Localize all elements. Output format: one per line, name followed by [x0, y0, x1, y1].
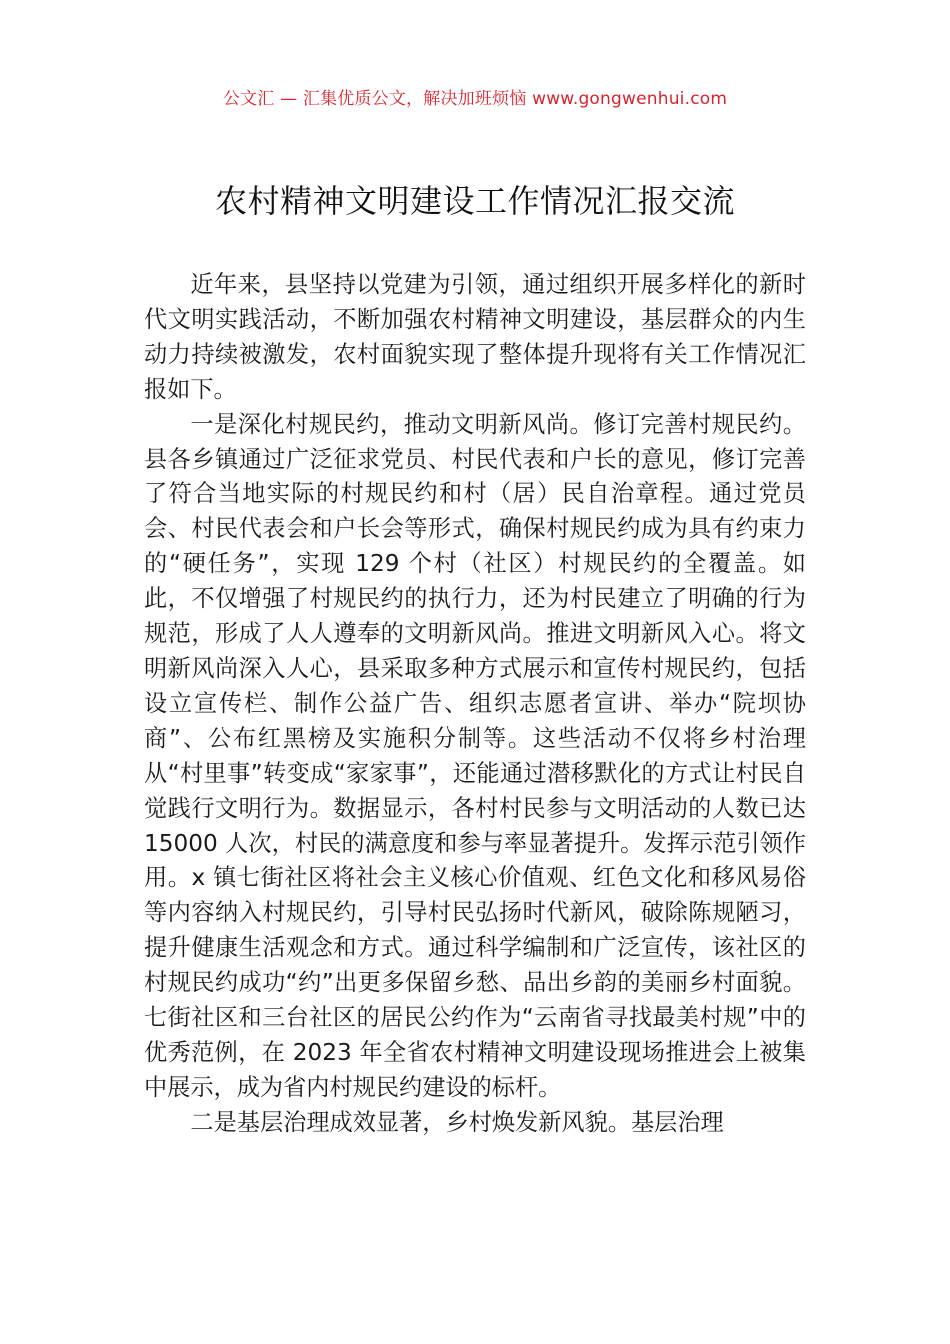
paragraph-intro: 近年来，县坚持以党建为引领，通过组织开展多样化的新时代文明实践活动，不断加强农村精神文明建设，基层群众的内生动力持续被激发，农村面貌实现了整体提升现将有关工作情况汇报如下。 [144, 271, 806, 403]
document-body [144, 268, 806, 1141]
document-title: 农村精神文明建设工作情况汇报交流 [214, 182, 735, 220]
paragraph-village-rules: 一是深化村规民约，推动文明新风尚。修订完善村规民约。县各乡镇通过广泛征求党员、村民代表和户长的意见，修订完善了符合当地实际的村规民约和村（居）民自治章程。通过党员会、村民代表会和户长会等形式，确保村规民约成为具有约束力的“硬任务”，实现 129 个村（社区）村规民约的全覆盖。如此，不仅增强了村规民约的执行力，还为村民建立了明确的行为规范，形成了人人遵奉的文明新风尚。推进文明新风入心。将文明新风尚深入人心，县采取多种方式展示和宣传村规民约，包括设立宣传栏、制作公益广告、组织志愿者宣讲、举办“院坝协商”、公布红黑榜及实施积分制等。这些活动不仅将乡村治理从“村里事”转变成“家家事”，还能通过潜移默化的方式让村民自觉践行文明行为。数据显示，各村村民参与文明活动的人数已达 15000 人次，村民的满意度和参与率显著提升。发挥示范引领作用。x 镇七街社区将社会主义核心价值观、红色文化和移风易俗等内容纳入村规民约，引导村民弘扬时代新风，破除陈规陋习，提升健康生活观念和方式。通过科学编制和广泛宣传，该社区的村规民约成功“约”出更多保留乡愁、品出乡韵的美丽乡村面貌。七街社区和三台社区的居民公约作为“云南省寻找最美村规”中的优秀范例，在 2023 年全省农村精神文明建设现场推进会上被集中展示，成为省内村规民约建设的标杆。 [144, 410, 806, 1101]
site-banner: 公文汇 — 汇集优质公文，解决加班烦恼 www.gongwenhui.com [222, 89, 728, 109]
paragraph-grassroots-governance: 二是基层治理成效显著，乡村焕发新风貌。基层治理 [190, 1108, 724, 1136]
